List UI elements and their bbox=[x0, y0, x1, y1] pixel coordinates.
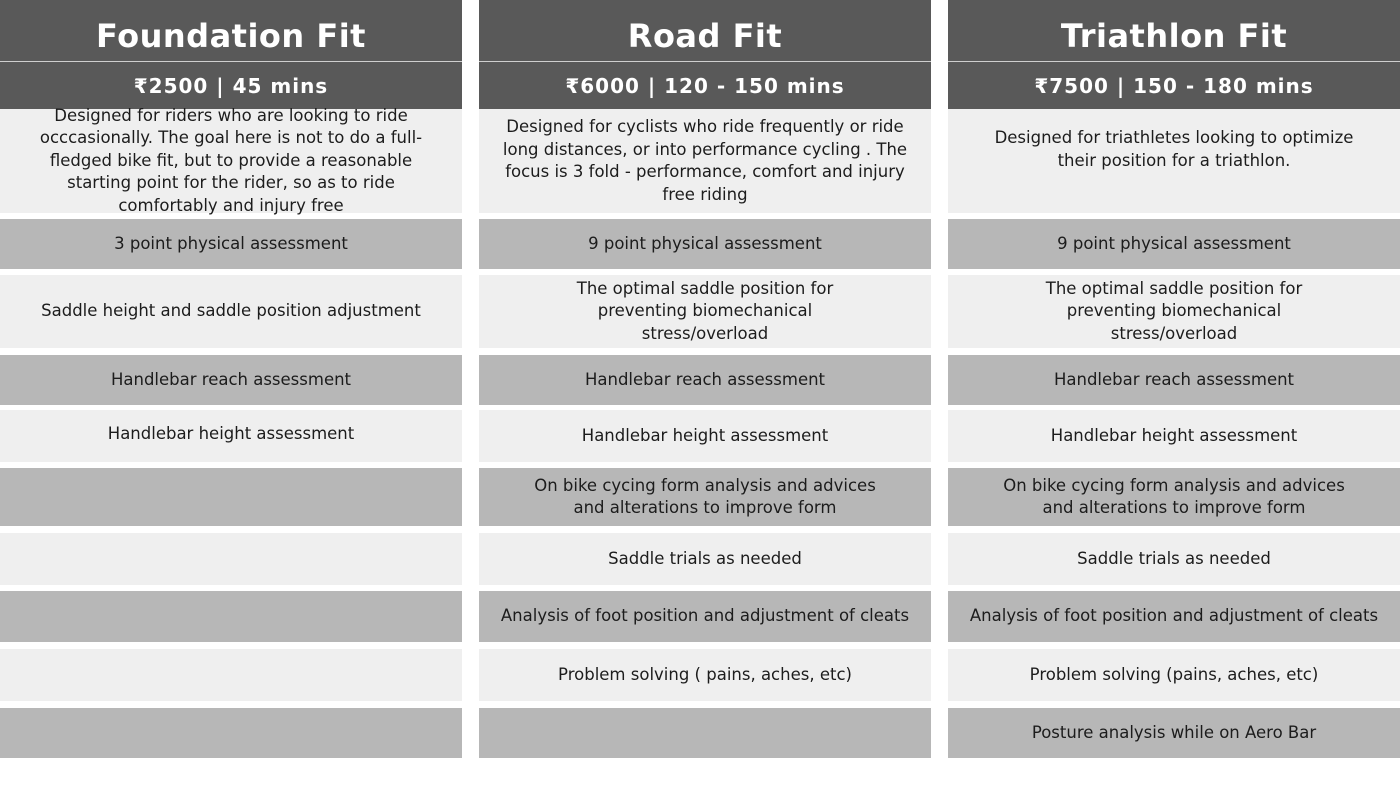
feature-row: Analysis of foot position and adjustment of cleats bbox=[479, 591, 931, 642]
feature-row: Saddle trials as needed bbox=[479, 533, 931, 585]
feature-row: Posture analysis while on Aero Bar bbox=[948, 708, 1400, 758]
feature-row bbox=[0, 468, 462, 526]
feature-row: Handlebar reach assessment bbox=[948, 355, 1400, 405]
feature-row: 9 point physical assessment bbox=[948, 219, 1400, 269]
plan-title: Triathlon Fit bbox=[948, 0, 1400, 61]
feature-row bbox=[0, 649, 462, 701]
feature-row bbox=[0, 591, 462, 642]
feature-row bbox=[479, 708, 931, 758]
feature-row: Problem solving (pains, aches, etc) bbox=[948, 649, 1400, 701]
feature-row: Handlebar height assessment bbox=[948, 410, 1400, 462]
plan-price: ₹6000 | 120 - 150 mins bbox=[479, 61, 931, 109]
feature-row: The optimal saddle position for preventing biomechanical stress/overload bbox=[948, 275, 1400, 348]
feature-row: Problem solving ( pains, aches, etc) bbox=[479, 649, 931, 701]
feature-row: The optimal saddle position for preventing biomechanical stress/overload bbox=[479, 275, 931, 348]
feature-row: On bike cycing form analysis and advices and alterations to improve form bbox=[479, 468, 931, 526]
feature-row: Saddle trials as needed bbox=[948, 533, 1400, 585]
plan-title: Road Fit bbox=[479, 0, 931, 61]
plan-price: ₹7500 | 150 - 180 mins bbox=[948, 61, 1400, 109]
feature-row: 9 point physical assessment bbox=[479, 219, 931, 269]
plan-description: Designed for triathletes looking to optimize their position for a triathlon. bbox=[948, 109, 1400, 213]
plan-description: Designed for cyclists who ride frequently or ride long distances, or into performance cycling . The focus is 3 fold - performance, comfort and injury free riding bbox=[479, 109, 931, 213]
feature-row bbox=[0, 708, 462, 758]
plan-description: Designed for riders who are looking to ride occcasionally. The goal here is not to do a full-fledged bike fit, but to provide a reasonable starting point for the rider, so as to ride comfortably and injury free bbox=[0, 109, 462, 213]
feature-row bbox=[0, 533, 462, 585]
plan-price: ₹2500 | 45 mins bbox=[0, 61, 462, 109]
feature-row: Handlebar reach assessment bbox=[0, 355, 462, 405]
plan-title: Foundation Fit bbox=[0, 0, 462, 61]
feature-row: Handlebar reach assessment bbox=[479, 355, 931, 405]
feature-row: Handlebar height assessment bbox=[479, 410, 931, 462]
feature-row: On bike cycing form analysis and advices and alterations to improve form bbox=[948, 468, 1400, 526]
feature-row: Analysis of foot position and adjustment of cleats bbox=[948, 591, 1400, 642]
feature-row: Handlebar height assessment bbox=[0, 410, 462, 462]
feature-row: 3 point physical assessment bbox=[0, 219, 462, 269]
feature-row: Saddle height and saddle position adjustment bbox=[0, 275, 462, 348]
